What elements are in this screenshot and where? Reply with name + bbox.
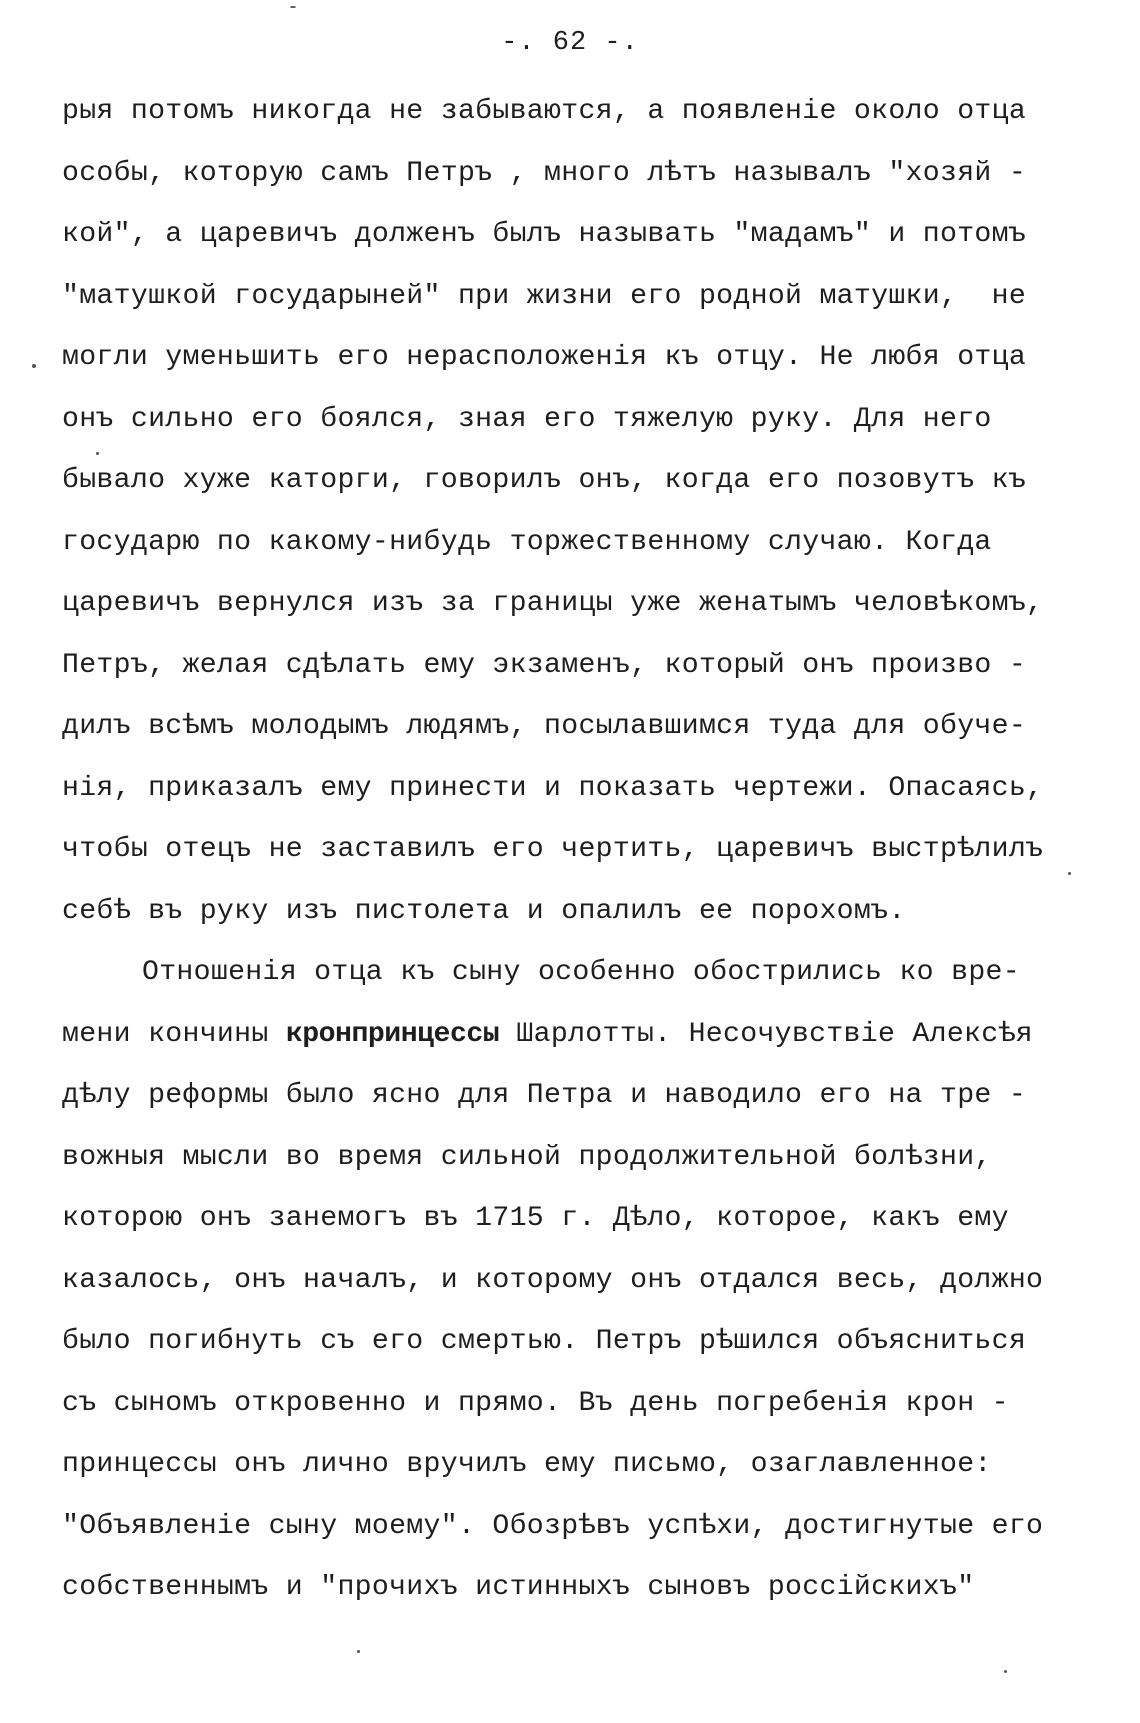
text-line: было погибнуть съ его смертью. Петръ рѣшился объясниться [62,1326,1027,1357]
text-line: рыя потомъ никогда не забываются, а появленіе около отца [62,96,1027,127]
text-line: "матушкой государыней" при жизни его родной матушки, не [62,280,1027,312]
text-line: собственнымъ и "прочихъ истинныхъ сыновъ россійскихъ" [62,1572,975,1603]
scan-speck [290,6,296,8]
text-line: вожныя мысли во время сильной продолжительной болѣзни, [62,1141,992,1173]
text-segment: Шарлотты. Несочувствіе Алексѣя [499,1018,1033,1050]
text-line: чтобы отецъ не заставилъ его чертить, царевичъ выстрѣлилъ [62,834,1044,865]
text-line: съ сыномъ откровенно и прямо. Въ день погребенія крон - [62,1387,1009,1419]
scan-speck [1068,872,1071,875]
text-line: государю по какому-нибудь торжественному случаю. Когда [62,526,992,558]
text-line: себѣ въ руку изъ пистолета и опалилъ ее порохомъ. [62,895,906,927]
text-line: бывало хуже каторги, говорилъ онъ, когда его позовутъ къ [62,465,1027,496]
page-number: -. 62 -. [501,28,639,58]
bold-word: кронпринцессы [285,1018,500,1050]
text-line: царевичъ вернулся изъ за границы уже женатымъ человѣкомъ, [62,588,1044,619]
text-line: кой", а царевичъ долженъ былъ называть "мадамъ" и потомъ [62,219,1027,250]
scan-speck [357,1650,360,1653]
text-line: могли уменьшить его нерасположенія къ отцу. Не любя отца [62,342,1027,373]
text-line: которою онъ занемогъ въ 1715 г. Дѣло, которое, какъ ему [62,1203,1009,1234]
text-line: "Объявленіе сыну моему". Обозрѣвъ успѣхи, достигнутые его [62,1510,1044,1542]
text-line: казалось, онъ началъ, и которому онъ отдался весь, должно [62,1264,1044,1296]
text-line: дилъ всѣмъ молодымъ людямъ, посылавшимся туда для обуче- [62,711,1027,742]
text-line: принцессы онъ лично вручилъ ему письмо, озаглавленное: [62,1449,992,1480]
text-line: нія, приказалъ ему принести и показать чертежи. Опасаясь, [62,772,1044,804]
text-segment: мени кончины [62,1018,286,1050]
scan-speck [1004,1670,1007,1673]
scan-speck [96,452,99,455]
paragraph-start-line: Отношенія отца къ сыну особенно обострились ко вре- [142,957,1020,988]
text-line: Петръ, желая сдѣлать ему экзаменъ, который онъ произво - [62,649,1027,681]
text-line-with-bold [62,1013,1033,1075]
scan-speck [32,364,36,368]
text-line: онъ сильно его боялся, зная его тяжелую руку. Для него [62,403,992,435]
text-line: особы, которую самъ Петръ , много лѣтъ называлъ "хозяй - [62,157,1027,189]
text-line: дѣлу реформы было ясно для Петра и наводило его на тре - [62,1080,1027,1111]
body-text [62,90,1044,1628]
